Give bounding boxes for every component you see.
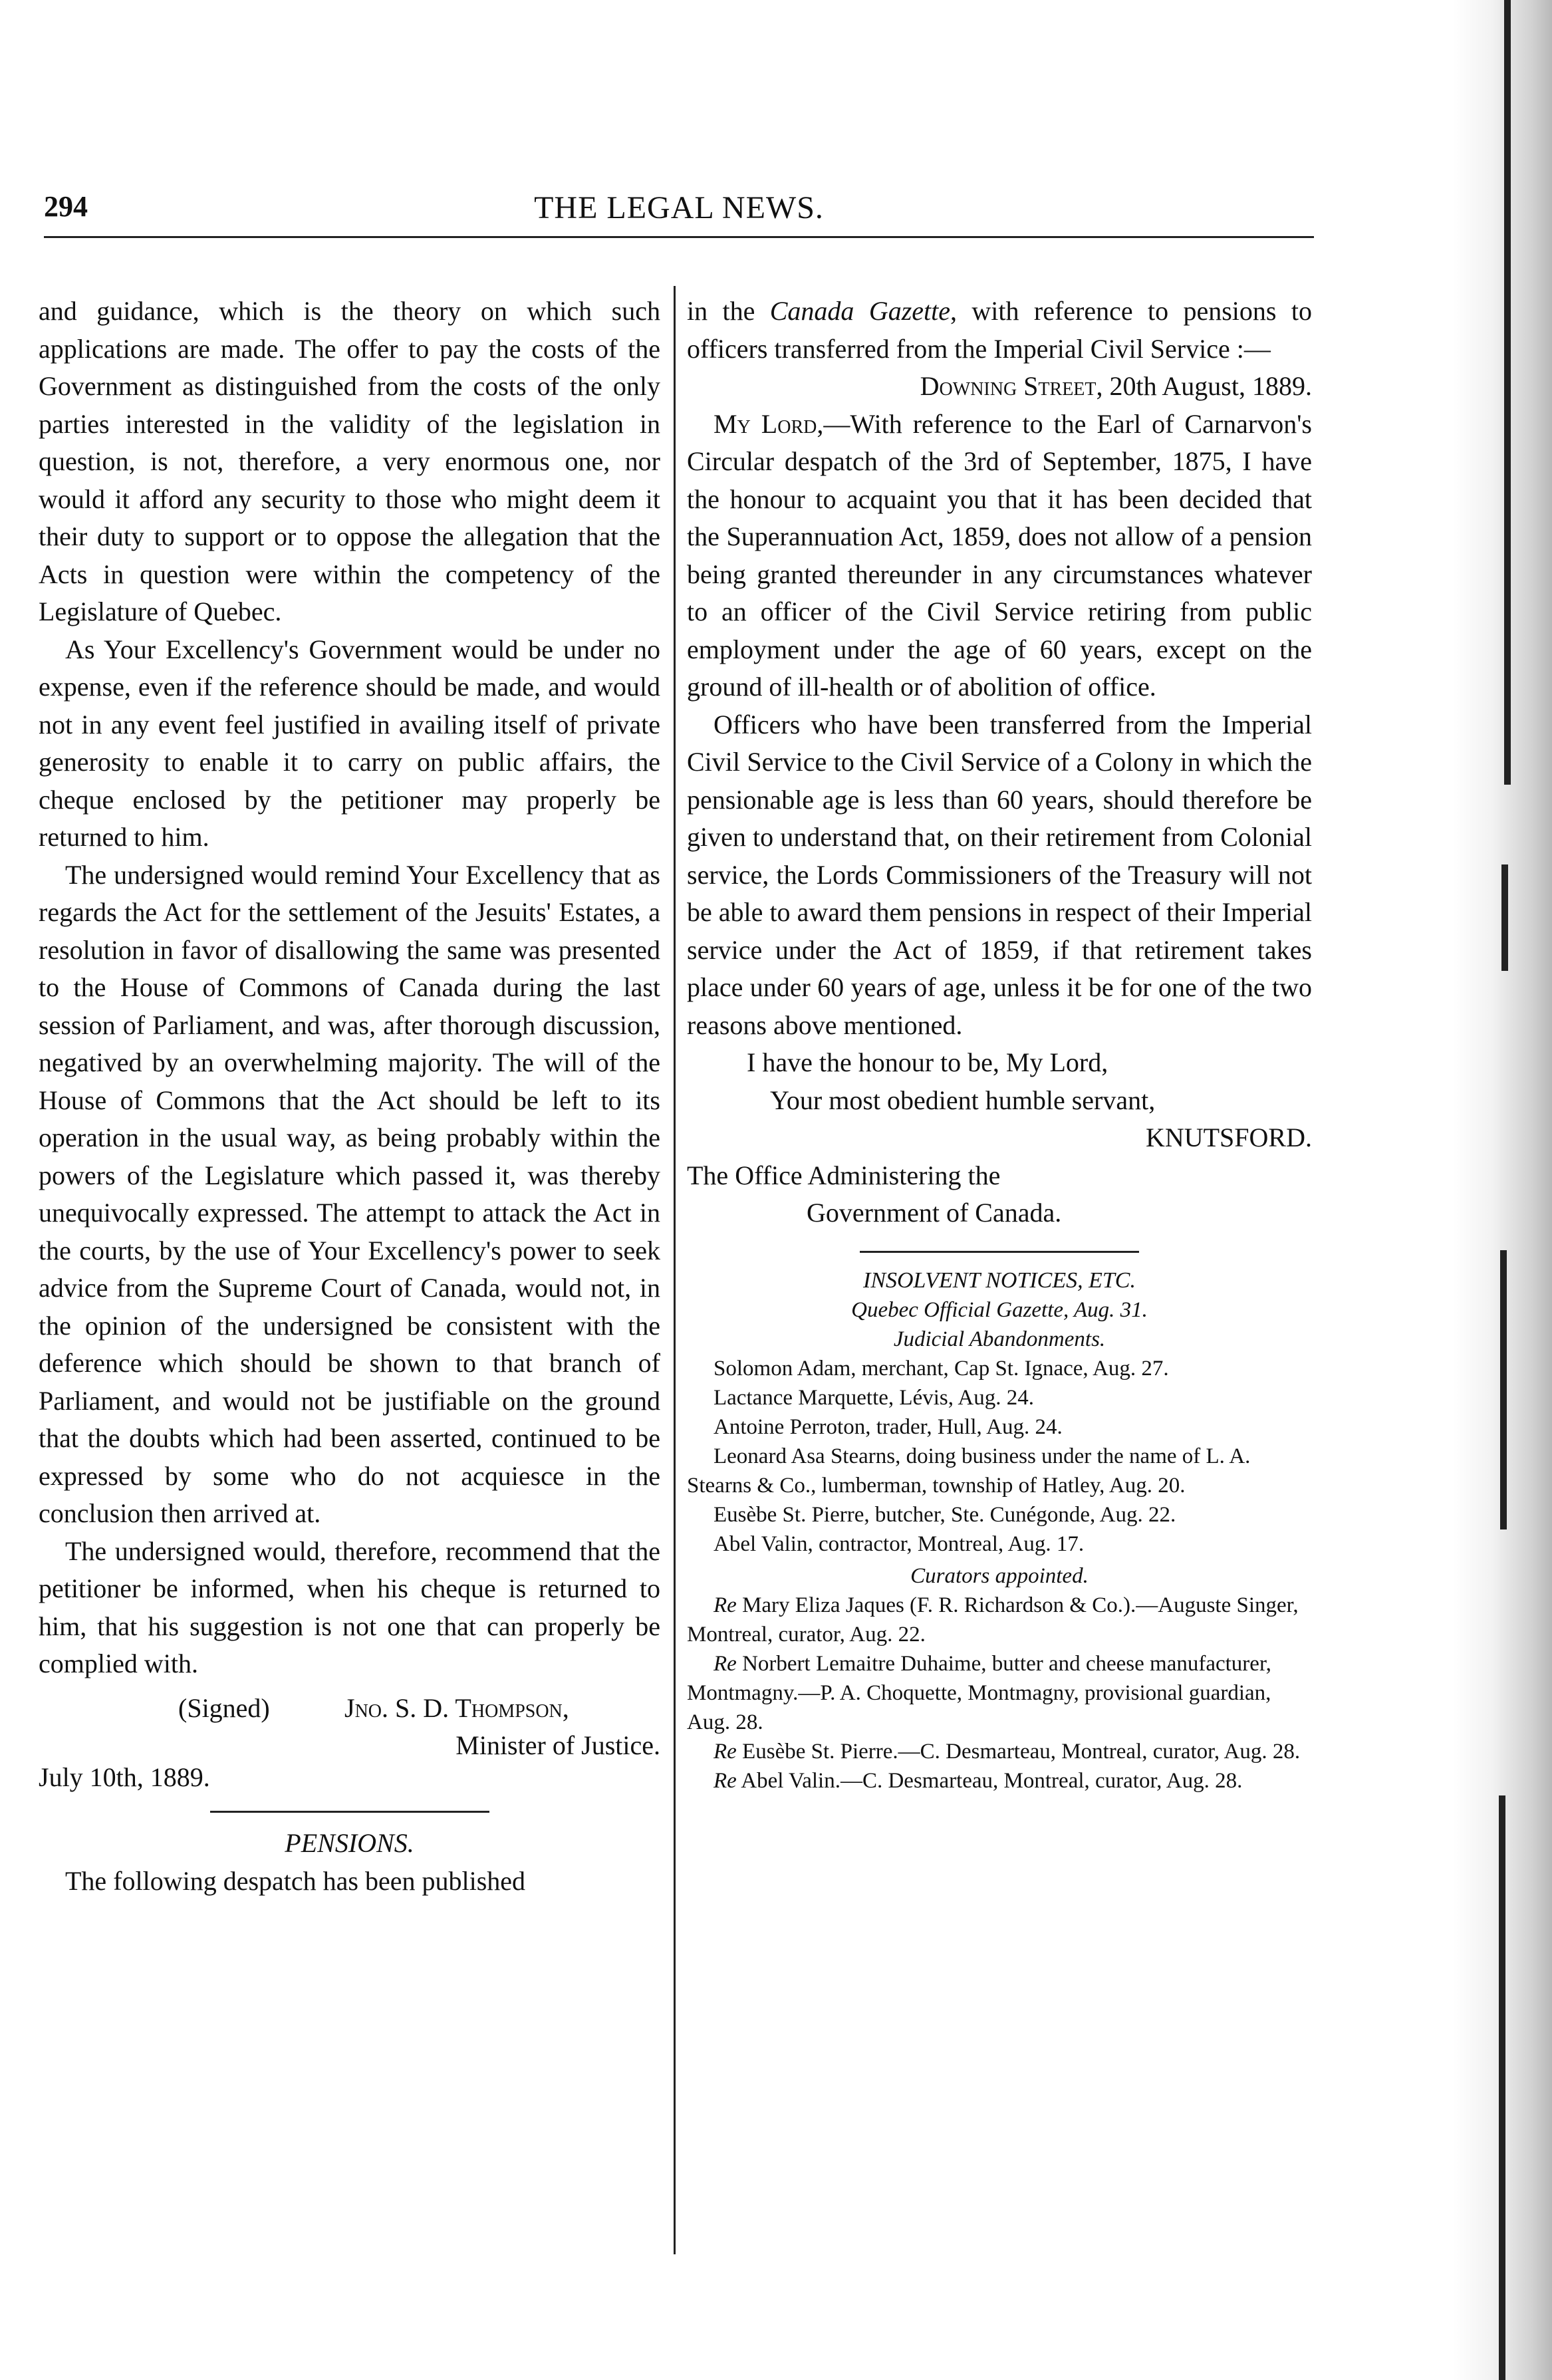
gazette-line: Quebec Official Gazette, Aug. 31. <box>851 1297 1148 1322</box>
signed-name: Jno. S. D. Thompson, <box>344 1692 569 1723</box>
paragraph: My Lord,—With reference to the Earl of Carnarvon's Circular despatch of the 3rd of September, 1875, I have the honour to acquaint you that it has been decided that the Superannuation Act, 1859, does not allow of a pension being granted thereunder in any circumstances whatever to an officer of the Civil Service retiring from public employment under the age of 60 years, except on the ground of ill-health or of abolition of office. <box>687 408 1312 702</box>
paragraph: The undersigned would, therefore, recommend that the petitioner be informed, when his cheque is returned to him, that his suggestion is not one that can properly be complied with. <box>39 1535 660 1678</box>
left-column <box>39 293 660 1900</box>
list-item: Lactance Marquette, Lévis, Aug. 24. <box>713 1385 1034 1410</box>
abandonments-heading: Judicial Abandonments. <box>893 1327 1106 1351</box>
signature-block <box>39 1690 660 1770</box>
right-column <box>687 293 1312 1795</box>
dateline: Downing Street, 20th August, 1889. <box>920 371 1312 401</box>
paragraph: in the Canada Gazette, with reference to pensions to officers transferred from the Imperial Civil Service :— <box>687 296 1312 364</box>
list-item: Re Mary Eliza Jaques (F. R. Richardson & Co.).—Auguste Singer, Montreal, curator, Aug. 22. <box>687 1593 1299 1647</box>
list-item: Abel Valin, contractor, Montreal, Aug. 17. <box>713 1531 1085 1556</box>
signed-label: (Signed) <box>178 1692 270 1723</box>
closing-line: I have the honour to be, My Lord, <box>747 1047 1108 1077</box>
list-item: Re Abel Valin.—C. Desmarteau, Montreal, curator, Aug. 28. <box>713 1768 1243 1793</box>
list-item: Leonard Asa Stearns, doing business under the name of L. A. Stearns & Co., lumberman, township of Hatley, Aug. 20. <box>687 1444 1251 1498</box>
column-divider <box>674 286 676 2254</box>
closing-signature: KNUTSFORD. <box>1145 1123 1312 1152</box>
paragraph: Officers who have been transferred from the Imperial Civil Service to the Civil Service of a Colony in which the pensionable age is less than 60 years, should therefore be given to understand that, on their retirement from Colonial service, the Lords Commissioners of the Treasury will not be able to award them pensions in respect of their Imperial service under the Act of 1859, if that retirement takes place under 60 years of age, unless it be for one of the two reasons above mentioned. <box>687 709 1312 1040</box>
paragraph: The undersigned would remind Your Excellency that as regards the Act for the settlement of the Jesuits' Estates, a resolution in favor of disallowing the same was presented to the House of Commons of Canada during the last session of Parliament, and was, after thorough discussion, negatived by an overwhelming majority. The will of the House of Commons that the Act should be left to its operation in the usual way, as being probably within the powers of the Legislature which passed it, was thereby unequivocally expressed. The attempt to attack the Act in the courts, by the use of Your Excellency's power to seek advice from the Supreme Court of Canada, would not, in the opinion of the undersigned be consistent with the deference which should be shown to that branch of Parliament, and would not be justifiable on the ground that the doubts which had been asserted, continued to be expressed by some who do not acquiesce in the conclusion then arrived at. <box>39 859 660 1528</box>
scan-edge-shadow <box>1452 0 1552 2380</box>
list-item: Eusèbe St. Pierre, butcher, Ste. Cunégonde, Aug. 22. <box>713 1502 1176 1527</box>
insolvent-notices <box>687 1266 1312 1795</box>
curators-heading: Curators appointed. <box>910 1563 1089 1588</box>
letter-date: July 10th, 1889. <box>39 1762 210 1792</box>
paragraph: The following despatch has been published <box>65 1865 526 1896</box>
gazette-title: Canada Gazette <box>769 296 950 326</box>
addressee-line: The Office Administering the <box>687 1160 1001 1190</box>
list-item: Antoine Perroton, trader, Hull, Aug. 24. <box>713 1414 1063 1439</box>
section-rule <box>210 1811 489 1813</box>
page-number: 294 <box>44 190 88 223</box>
list-item: Re Norbert Lemaitre Duhaime, butter and cheese manufacturer, Montmagny.—P. A. Choquette, Montmagny, provisional guardian, Aug. 28. <box>687 1651 1271 1734</box>
list-item: Re Eusèbe St. Pierre.—C. Desmarteau, Montreal, curator, Aug. 28. <box>713 1739 1301 1764</box>
signed-title: Minister of Justice. <box>455 1730 660 1760</box>
notices-heading: INSOLVENT NOTICES, ETC. <box>863 1267 1136 1293</box>
salutation: My Lord <box>713 408 817 439</box>
section-rule <box>860 1251 1139 1253</box>
list-item: Solomon Adam, merchant, Cap St. Ignace, Aug. 27. <box>713 1356 1169 1381</box>
paragraph: and guidance, which is the theory on which such applications are made. The offer to pay the costs of the Government as distinguished from the costs of the only parties interested in the validity of the legislation in question, is not, therefore, a very enormous one, nor would it afford any security to those who might deem it their duty to support or to oppose the allegation that the Acts in question were within the competency of the Legislature of Quebec. <box>39 296 660 626</box>
paragraph: As Your Excellency's Government would be under no expense, even if the reference should be made, and would not in any event feel justified in availing itself of private generosity to enable it to carry on public affairs, the cheque enclosed by the petitioner may properly be returned to him. <box>39 634 660 852</box>
section-heading: PENSIONS. <box>285 1828 414 1858</box>
addressee-line: Government of Canada. <box>807 1198 1062 1228</box>
closing-line: Your most obedient humble servant, <box>770 1085 1156 1115</box>
running-title: THE LEGAL NEWS. <box>534 190 824 225</box>
page-header <box>44 190 1314 238</box>
